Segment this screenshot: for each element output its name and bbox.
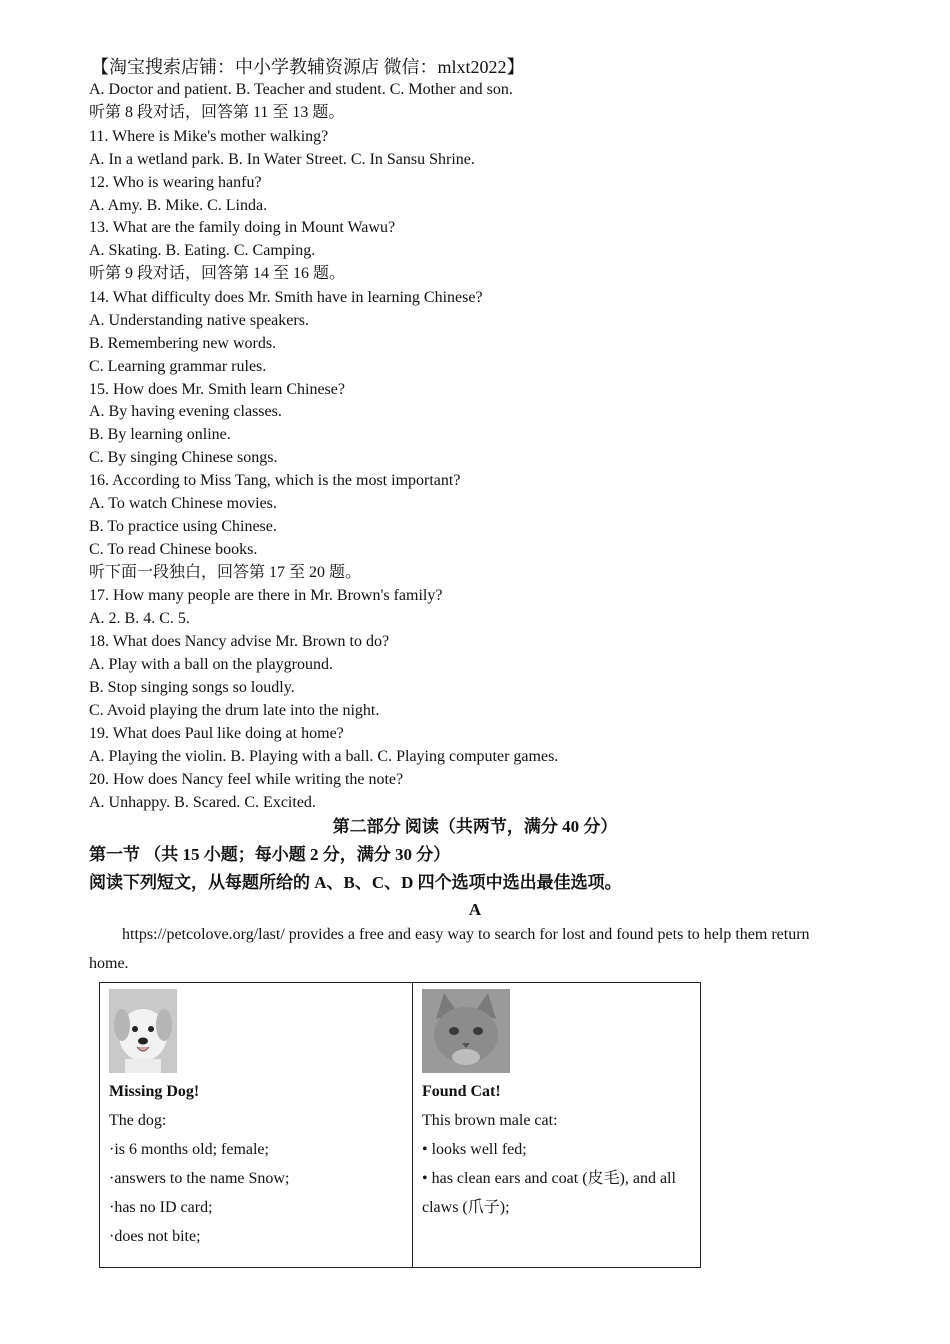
instruction: 阅读下列短文，从每题所给的 A、B、C、D 四个选项中选出最佳选项。 [89,873,622,892]
dog-detail: ·does not bite; [109,1228,201,1245]
question-line: 听第 8 段对话，回答第 11 至 13 题。 [89,104,345,121]
question-line: A. 2. B. 4. C. 5. [89,610,190,627]
question-line: 20. How does Nancy feel while writing the note? [89,771,404,788]
question-line: B. Remembering new words. [89,335,277,352]
passage-label: A [468,900,482,919]
dog-detail: ·is 6 months old; female; [109,1141,269,1158]
subsection-title: 第一节 （共 15 小题；每小题 2 分，满分 30 分） [89,845,451,864]
dog-photo [109,989,177,1073]
cat-lead: This brown male cat: [422,1112,558,1129]
question-line: 听第 9 段对话，回答第 14 至 16 题。 [89,265,346,282]
cat-detail: • looks well fed; [422,1141,527,1158]
page-header: 【淘宝搜索店铺：中小学教辅资源店 微信：mlxt2022】 [91,57,525,77]
cat-photo [422,989,510,1073]
question-line: C. To read Chinese books. [89,541,258,558]
question-line: 听下面一段独白，回答第 17 至 20 题。 [89,564,362,581]
cat-detail: • has clean ears and coat (皮毛), and all claws (爪子); [422,1170,676,1216]
passage-intro: https://petcolove.org/last/ provides a free and easy way to search for lost and found pets to help them return home. [89,926,810,972]
pet-notices-table [99,982,701,1268]
question-line: A. To watch Chinese movies. [89,495,277,512]
missing-dog-cell [100,983,413,1268]
question-line: B. By learning online. [89,426,231,443]
question-line: A. In a wetland park. B. In Water Street. C. In Sansu Shrine. [89,151,475,168]
dog-lead: The dog: [109,1112,167,1129]
found-cat-cell [413,983,701,1268]
question-line: C. Learning grammar rules. [89,358,267,375]
question-line: C. Avoid playing the drum late into the night. [89,702,380,719]
question-line: A. Doctor and patient. B. Teacher and student. C. Mother and son. [89,81,513,98]
question-line: A. By having evening classes. [89,403,282,420]
question-line: A. Playing the violin. B. Playing with a ball. C. Playing computer games. [89,748,559,765]
question-line: 17. How many people are there in Mr. Brown's family? [89,587,443,604]
found-cat-title: Found Cat! [422,1083,501,1100]
question-line: C. By singing Chinese songs. [89,449,278,466]
missing-dog-title: Missing Dog! [109,1083,200,1100]
question-line: 18. What does Nancy advise Mr. Brown to do? [89,633,390,650]
question-line: B. Stop singing songs so loudly. [89,679,295,696]
question-line: 15. How does Mr. Smith learn Chinese? [89,381,345,398]
question-line: 12. Who is wearing hanfu? [89,174,262,191]
part-title: 第二部分 阅读（共两节，满分 40 分） [332,817,618,836]
question-line: 13. What are the family doing in Mount Wawu? [89,219,396,236]
question-line: A. Play with a ball on the playground. [89,656,333,673]
question-line: A. Understanding native speakers. [89,312,309,329]
question-line: 11. Where is Mike's mother walking? [89,128,329,145]
question-line: 16. According to Miss Tang, which is the most important? [89,472,461,489]
dog-detail: ·has no ID card; [109,1199,213,1216]
question-line: B. To practice using Chinese. [89,518,277,535]
question-line: A. Unhappy. B. Scared. C. Excited. [89,794,316,811]
question-line: 14. What difficulty does Mr. Smith have in learning Chinese? [89,289,483,306]
question-line: A. Amy. B. Mike. C. Linda. [89,197,268,214]
question-line: A. Skating. B. Eating. C. Camping. [89,242,316,259]
question-line: 19. What does Paul like doing at home? [89,725,344,742]
dog-detail: ·answers to the name Snow; [109,1170,290,1187]
